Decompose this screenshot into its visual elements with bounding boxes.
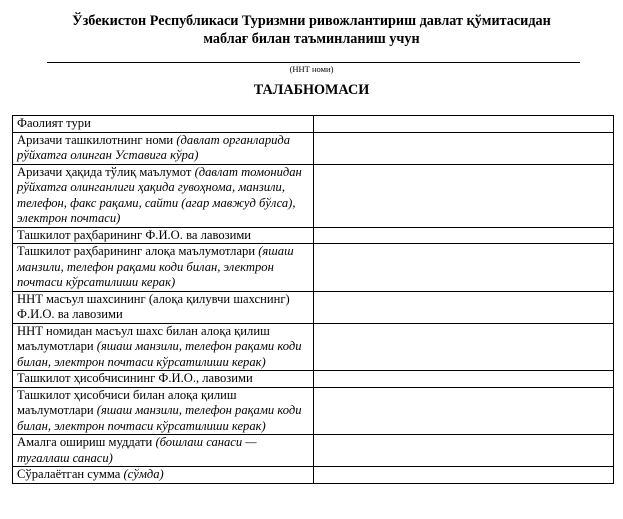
row-label: [13, 227, 314, 244]
row-label: [13, 244, 314, 292]
value-cell[interactable]: [314, 132, 614, 164]
label-hint: (сўмда): [123, 467, 164, 481]
form-row-applicant-details: [13, 164, 614, 227]
row-label: [13, 467, 314, 484]
value-cell[interactable]: [314, 291, 614, 323]
label-text: Фаолият тури: [17, 116, 91, 130]
label-hint: (яшаш манзили, телефон рақами коди билан, электрон почтаси кўрсатилиши керак): [17, 244, 294, 289]
row-label: [13, 371, 314, 388]
row-label: [13, 435, 314, 467]
label-text: Ташкилот ҳисобчиси билан алоқа қилиш маълумотлари: [17, 387, 237, 417]
label-text: Аризачи ҳақида тўлиқ маълумот: [17, 164, 195, 179]
ngo-name-caption: (ННТ номи): [289, 64, 334, 74]
row-label: [13, 291, 314, 323]
ngo-name-line: [47, 62, 580, 63]
label-text: Ташкилот ҳисобчисининг Ф.И.О., лавозими: [17, 371, 253, 385]
form-row-accountant-contacts: [13, 387, 614, 435]
form-row-director-contacts: [13, 244, 614, 292]
form-row-activity-type: [13, 116, 614, 133]
value-cell[interactable]: [314, 116, 614, 133]
form-row-implementation-period: [13, 435, 614, 467]
form-row-responsible-person: [13, 291, 614, 323]
value-cell[interactable]: [314, 387, 614, 435]
value-cell[interactable]: [314, 371, 614, 388]
row-label: [13, 132, 314, 164]
label-text: Сўралаётган сумма: [17, 467, 124, 481]
value-cell[interactable]: [314, 244, 614, 292]
label-hint: (яшаш манзили, телефон рақами коди билан, электрон почтаси кўрсатилиши керак): [17, 403, 302, 433]
form-row-requested-amount: [13, 467, 614, 484]
value-cell[interactable]: [314, 164, 614, 227]
label-text: Аризачи ташкилотнинг номи: [17, 132, 177, 147]
row-label: [13, 164, 314, 227]
value-cell[interactable]: [314, 323, 614, 371]
row-label: [13, 387, 314, 435]
form-row-organization-name: [13, 132, 614, 164]
form-row-responsible-contacts: [13, 323, 614, 371]
value-cell[interactable]: [314, 227, 614, 244]
label-text: Ташкилот раҳбарининг алоқа маълумотлари: [17, 244, 259, 258]
label-hint: (давлат томонидан рўйхатга олинганлиги ҳақида гувоҳнома, манзили, телефон, факс рақами, сайти (агар мавжуд бўлса), электрон почтаси): [17, 164, 302, 225]
value-cell[interactable]: [314, 467, 614, 484]
form-row-director-name: [13, 227, 614, 244]
label-hint: (бошлаш санаси — тугаллаш санаси): [17, 435, 257, 465]
application-form-table: [12, 115, 614, 484]
row-label: [13, 116, 314, 133]
label-text: ННТ номидан масъул шахс билан алоқа қилиш маълумотлари: [17, 323, 270, 353]
document-title: ТАЛАБНОМАСИ: [253, 82, 370, 98]
label-text: Ташкилот раҳбарининг Ф.И.О. ва лавозими: [17, 227, 252, 242]
form-row-accountant-name: [13, 371, 614, 388]
label-hint: (давлат органларида рўйхатга олинган Уставига кўра): [17, 132, 291, 162]
label-hint: (яшаш манзили, телефон рақами коди билан, электрон почтаси кўрсатилиши керак): [17, 339, 302, 369]
value-cell[interactable]: [314, 435, 614, 467]
label-text: Амалга ошириш муддати: [17, 435, 156, 449]
header-line-2: маблағ билан таъминланиш учун: [203, 31, 420, 47]
row-label: [13, 323, 314, 371]
label-text: ННТ масъул шахсининг (алоқа қилувчи шахснинг) Ф.И.О. ва лавозими: [17, 291, 290, 321]
document-header: [0, 12, 623, 48]
header-line-1: Ўзбекистон Республикаси Туризмни ривожлантириш давлат қўмитасидан: [72, 13, 551, 29]
